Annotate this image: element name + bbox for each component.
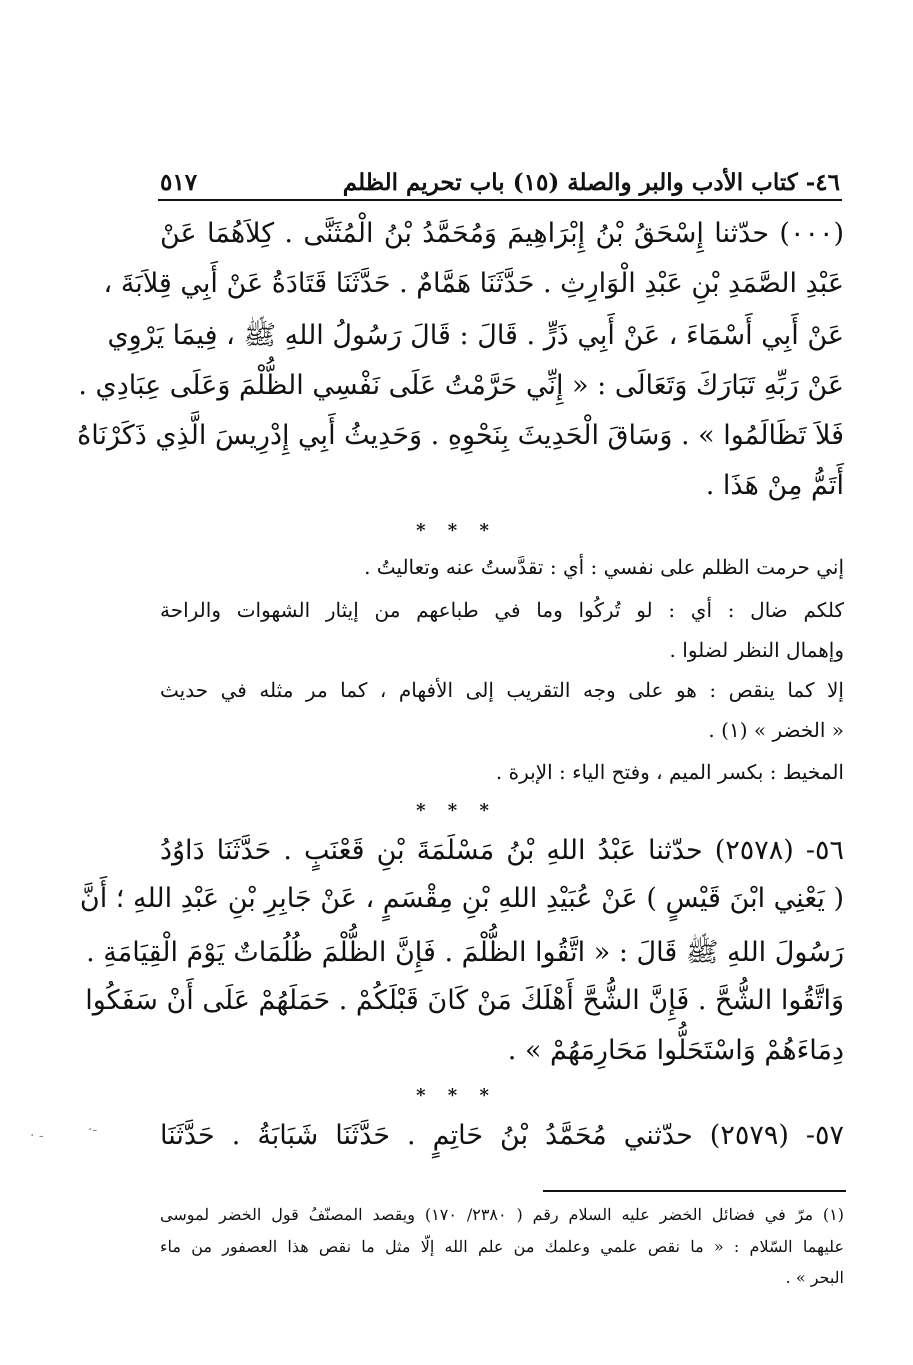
hadith-1-line: (٠٠٠) حدّثنا إِسْحَقُ بْنُ إِبْرَاهِيمَ وَمُحَمَّدُ بْنُ الْمُثَنَّى . كِلاَهُمَا عَنْ bbox=[160, 218, 844, 249]
hadith-1-line: عَبْدِ الصَّمَدِ بْنِ عَبْدِ الْوَارِثِ . حَدَّثَنَا هَمَّامٌ . حَدَّثَنَا قَتَادَةُ عَنْ أَبِي قِلاَبَةَ ، bbox=[103, 268, 844, 299]
hadith-1-line: فَلاَ تَظَالَمُوا » . وَسَاقَ الْحَدِيثَ بِنَحْوِهِ . وَحَدِيثُ أَبِي إِدْرِيسَ الَّذِي ذَكَرْنَاهُ bbox=[77, 420, 844, 451]
hadith-1-line: أَتَمُّ مِنْ هَذَا . bbox=[705, 470, 844, 501]
hadith-56-line: وَاتَّقُوا الشُّحَّ . فَإِنَّ الشُّحَّ أَهْلَكَ مَنْ كَانَ قَبْلَكُمْ . حَمَلَهُمْ عَلَى أَنْ سَفَكُوا bbox=[85, 985, 844, 1016]
running-header bbox=[160, 150, 840, 196]
hadith-56-line: دِمَاءَهُمْ وَاسْتَحَلُّوا مَحَارِمَهُمْ » . bbox=[507, 1035, 844, 1066]
footnote-line: عليهما السّلام : « ما نقص علمي وعلمك من علم الله إلّا مثل ما نقص هذا العصفور من ماء bbox=[160, 1237, 844, 1256]
hadith-1-line: عَنْ أَبِي أَسْمَاءَ ، عَنْ أَبِي ذَرٍّ . قَالَ : قَالَ رَسُولُ اللهِ ﷺ ، فِيمَا يَرْوِي bbox=[107, 320, 844, 351]
note-line: إلا كما ينقص : هو على وجه التقريب إلى الأفهام ، كما مر مثله في حديث bbox=[160, 678, 844, 702]
footnote-line: (١) مرّ في فضائل الخضر عليه السلام رقم ( ٢٣٨٠/ ١٧٠) ويقصد المصنّفُ قول الخضر لموسى bbox=[160, 1205, 845, 1224]
hadith-56-line: رَسُولَ اللهِ ﷺ قَالَ : « اتَّقُوا الظُّلْمَ . فَإِنَّ الظُّلْمَ ظُلُمَاتٌ يَوْمَ الْقِيَامَةِ . bbox=[86, 937, 844, 968]
note-line: « الخضر » (١) . bbox=[708, 718, 844, 742]
section-separator: * * * bbox=[416, 520, 497, 541]
page-number: ٥١٧ bbox=[160, 169, 198, 196]
note-line: المخيط : بكسر الميم ، وفتح الياء : الإبرة . bbox=[495, 760, 844, 784]
scan-mark: · - bbox=[30, 1128, 44, 1144]
section-separator: * * * bbox=[416, 1085, 497, 1106]
hadith-56-line: ٥٦- (٢٥٧٨) حدّثنا عَبْدُ اللهِ بْنُ مَسْلَمَةَ بْنِ قَعْنَبٍ . حَدَّثَنَا دَاوُدُ bbox=[160, 835, 844, 866]
footnote-line: البحر » . bbox=[785, 1268, 844, 1287]
header-rule bbox=[158, 199, 842, 201]
note-line: إني حرمت الظلم على نفسي : أي : تقدَّستُ عنه وتعاليتُ . bbox=[364, 555, 844, 579]
section-separator: * * * bbox=[416, 800, 497, 821]
note-line: وإهمال النظر لضلوا . bbox=[669, 638, 844, 662]
scan-mark: ·- bbox=[88, 1122, 98, 1138]
hadith-1-line: عَنْ رَبِّهِ تَبَارَكَ وَتَعَالَى : « إِنِّي حَرَّمْتُ عَلَى نَفْسِي الظُّلْمَ وَعَلَى عِبَادِي . bbox=[78, 370, 844, 401]
hadith-56-line: ( يَعْنِي ابْنَ قَيْسٍ ) عَنْ عُبَيْدِ اللهِ بْنِ مِقْسَمٍ ، عَنْ جَابِرِ بْنِ عَبْدِ اللهِ ؛ أَنَّ bbox=[79, 883, 844, 914]
note-line: كلكم ضال : أي : لو تُركُوا وما في طباعهم من إيثار الشهوات والراحة bbox=[160, 598, 844, 622]
header-title: ٤٦- كتاب الأدب والبر والصلة (١٥) باب تحريم الظلم bbox=[342, 169, 840, 196]
hadith-57-line: ٥٧- (٢٥٧٩) حدّثني مُحَمَّدُ بْنُ حَاتِمٍ . حَدَّثَنَا شَبَابَةُ . حَدَّثَنَا bbox=[160, 1120, 844, 1151]
footnote-rule bbox=[543, 1190, 846, 1192]
